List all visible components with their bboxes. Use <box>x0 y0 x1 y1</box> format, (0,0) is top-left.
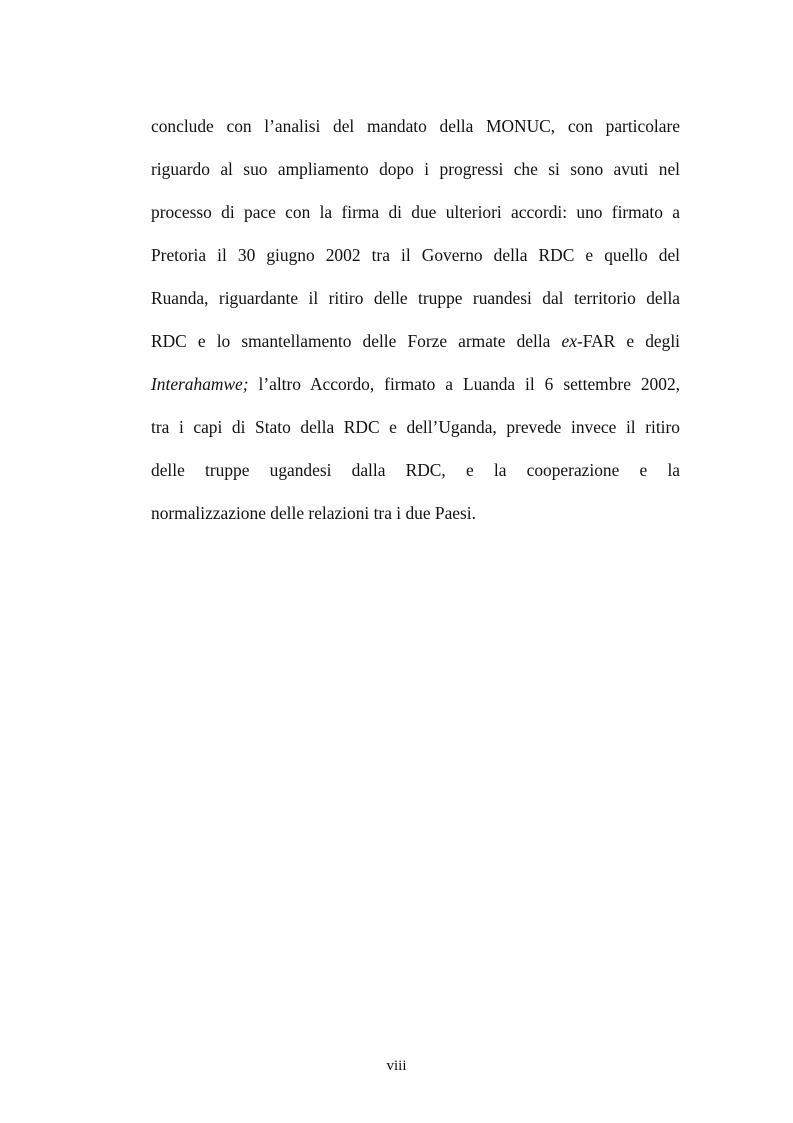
text-segment: RDC e lo smantellamento delle Forze armate della <box>151 331 562 351</box>
text-segment: Pretoria il 30 giugno 2002 tra il Governo della RDC e quello del <box>151 245 680 265</box>
text-segment: riguardo al suo ampliamento dopo i progressi che si sono avuti nel <box>151 159 680 179</box>
text-line <box>151 110 680 153</box>
text-segment: Ruanda, riguardante il ritiro delle truppe ruandesi dal territorio della <box>151 288 680 308</box>
italic-text-segment: ex <box>561 331 577 351</box>
body-text <box>151 110 680 540</box>
italic-text-segment: Interahamwe; <box>151 374 249 394</box>
text-segment: tra i capi di Stato della RDC e dell’Uganda, prevede invece il ritiro <box>151 417 680 437</box>
text-segment: delle truppe ugandesi dalla RDC, e la cooperazione e la <box>151 460 680 480</box>
text-segment: -FAR e degli <box>576 331 680 351</box>
text-line <box>151 325 680 368</box>
text-line <box>151 454 680 497</box>
text-line <box>151 497 680 540</box>
text-segment: normalizzazione delle relazioni tra i due Paesi. <box>151 503 476 523</box>
text-line <box>151 282 680 325</box>
text-line <box>151 368 680 411</box>
text-line <box>151 411 680 454</box>
text-segment: processo di pace con la firma di due ulteriori accordi: uno firmato a <box>151 202 680 222</box>
text-line <box>151 196 680 239</box>
text-line <box>151 239 680 282</box>
text-segment: l’altro Accordo, firmato a Luanda il 6 settembre 2002, <box>248 374 680 394</box>
text-segment: conclude con l’analisi del mandato della MONUC, con particolare <box>151 116 680 136</box>
page-number: viii <box>386 1058 407 1074</box>
text-line <box>151 153 680 196</box>
